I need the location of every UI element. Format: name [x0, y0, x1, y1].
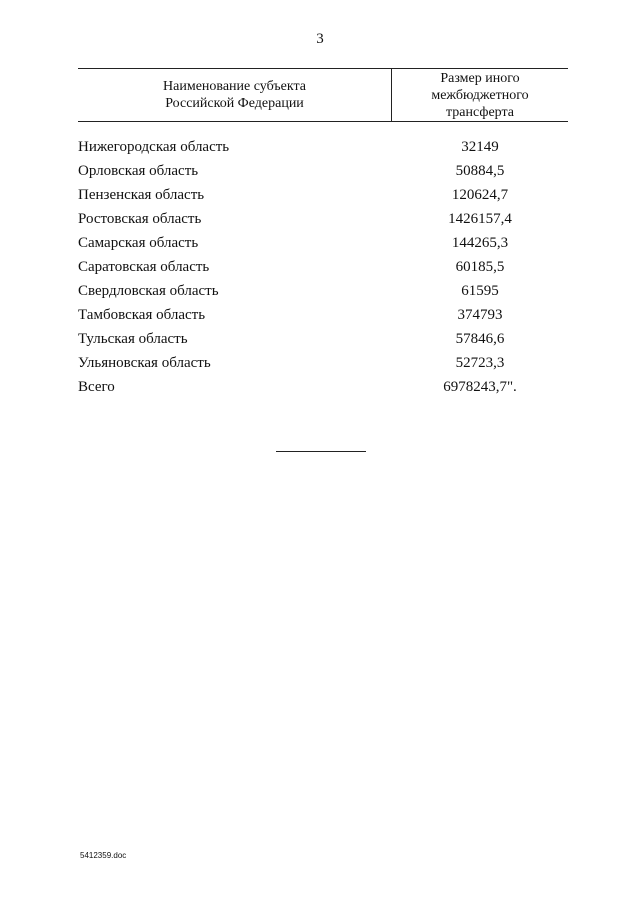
transfer-amount: 57846,6 [455, 331, 505, 347]
header-transfer-amount [392, 70, 568, 121]
region-name: Ульяновская область [78, 355, 211, 371]
header-transfer-amount-line: трансферта [446, 105, 514, 120]
region-name: Тульская область [78, 331, 188, 347]
region-name: Самарская область [78, 235, 199, 251]
table-row [78, 353, 568, 377]
transfer-amount: 120624,7 [451, 187, 509, 203]
region-name: Орловская область [78, 163, 199, 179]
table-header-top-rule [78, 68, 568, 69]
document-reference: 5412359.doc [80, 851, 127, 860]
total-label: Всего [78, 379, 115, 395]
table-row [78, 161, 568, 185]
table-row [78, 233, 568, 257]
region-name: Пензенская область [78, 187, 205, 203]
table-row [78, 257, 568, 281]
page-number: 3 [316, 31, 324, 47]
transfer-amount: 374793 [457, 307, 503, 323]
region-name: Свердловская область [78, 283, 219, 299]
table-body [78, 137, 568, 401]
transfer-amount: 52723,3 [455, 355, 505, 371]
transfer-amount: 144265,3 [451, 235, 509, 251]
table-row [78, 281, 568, 305]
header-transfer-amount-line: межбюджетного [431, 88, 529, 103]
region-name: Тамбовская область [78, 307, 206, 323]
header-region-name [78, 78, 391, 112]
transfer-amount: 60185,5 [455, 259, 505, 275]
transfer-amount: 1426157,4 [448, 211, 512, 227]
end-separator-line [276, 451, 366, 452]
table-row-total [78, 377, 568, 401]
transfer-amount: 61595 [461, 283, 499, 299]
header-transfer-amount-line: Размер иного [440, 71, 520, 86]
region-name: Нижегородская область [78, 139, 230, 155]
header-region-name-line: Российской Федерации [165, 96, 304, 111]
table-row [78, 305, 568, 329]
header-region-name-line: Наименование субъекта [163, 79, 306, 94]
table-row [78, 137, 568, 161]
table-row [78, 185, 568, 209]
region-name: Саратовская область [78, 259, 210, 275]
table-header-bottom-rule [78, 121, 568, 122]
table-row [78, 329, 568, 353]
table-row [78, 209, 568, 233]
region-name: Ростовская область [78, 211, 202, 227]
transfer-amount: 50884,5 [455, 163, 505, 179]
transfer-amount: 32149 [461, 139, 499, 155]
total-amount: 6978243,7". [443, 379, 517, 395]
